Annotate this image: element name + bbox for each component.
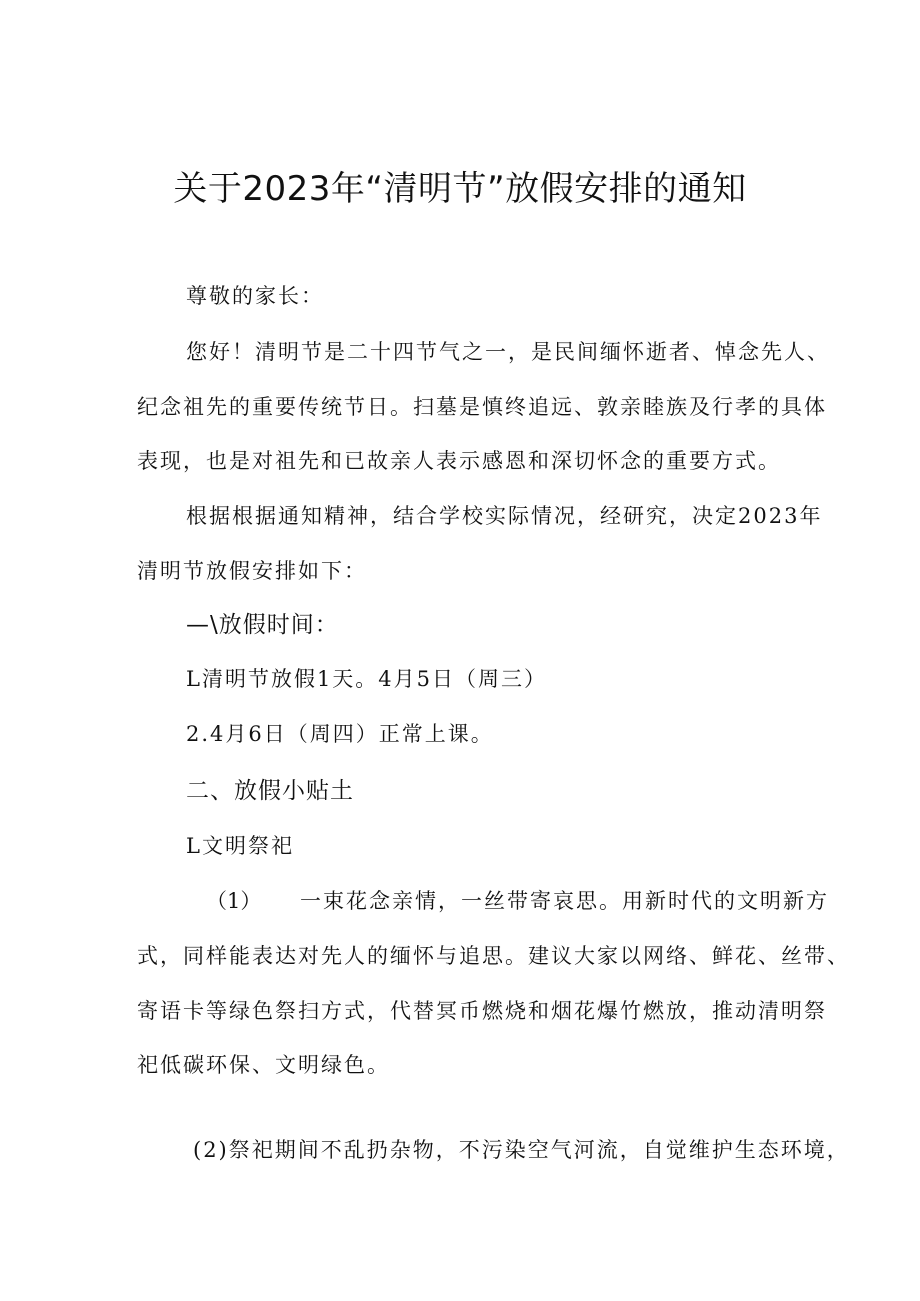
paragraph-1-line-1: 一束花念亲情，一丝带寄哀思。用新时代的文明新方 (300, 889, 829, 913)
document-title: 关于2023年“清明节”放假安排的通知 (173, 169, 747, 209)
section-1-heading: —\放假时间： (186, 612, 339, 638)
intro-line-3: 表现，也是对祖先和已故亲人表示感恩和深切怀念的重要方式。 (137, 449, 781, 473)
greeting: 尊敬的家长： (186, 284, 324, 308)
decision-line-2: 清明节放假安排如下： (137, 559, 367, 583)
paragraph-1-number: （1） (206, 889, 262, 913)
section-1-item-2: 2.4月6日（周四）正常上课。 (186, 722, 494, 746)
paragraph-1-line-3: 寄语卡等绿色祭扫方式，代替冥币燃烧和烟花爆竹燃放，推动清明祭 (137, 999, 827, 1023)
section-1-item-1: L清明节放假1天。4月5日（周三） (186, 667, 548, 691)
intro-line-2: 纪念祖先的重要传统节日。扫墓是慎终追远、敦亲睦族及行孝的具体 (137, 395, 827, 419)
section-2-heading: 二、放假小贴土 (186, 778, 354, 804)
section-2-subheading: L文明祭祀 (186, 834, 294, 858)
paragraph-1-line-2: 式，同样能表达对先人的缅怀与追思。建议大家以网络、鲜花、丝带、 (137, 944, 850, 968)
paragraph-1-line-4: 祀低碳环保、文明绿色。 (137, 1053, 390, 1077)
decision-line-1: 根据根据通知精神，结合学校实际情况，经研究，决定2023年 (186, 504, 823, 528)
intro-line-1: 您好！清明节是二十四节气之一，是民间缅怀逝者、悼念先人、 (186, 340, 830, 364)
paragraph-2-line-1: (2)祭祀期间不乱扔杂物，不污染空气河流，自觉维护生态环境， (193, 1138, 850, 1162)
